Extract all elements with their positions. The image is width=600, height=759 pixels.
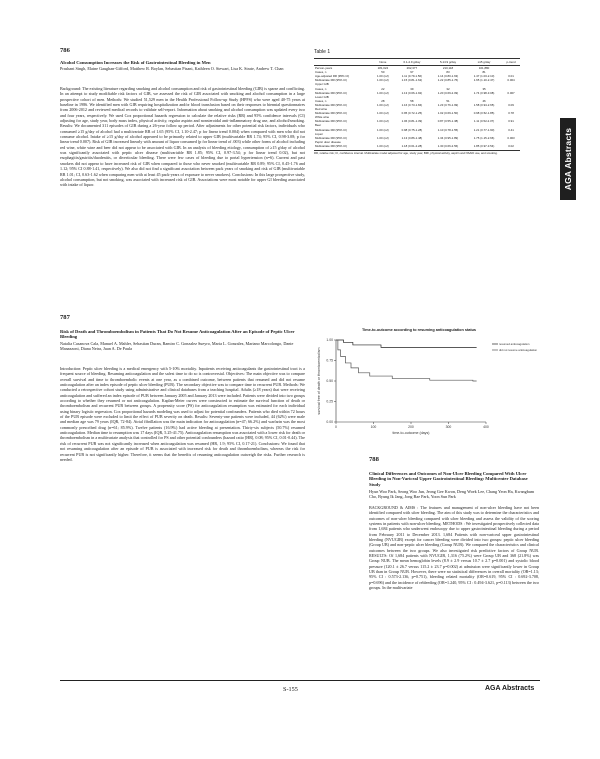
table-cell: 0.01 bbox=[508, 74, 514, 79]
table-cell: Cases, n bbox=[315, 70, 327, 75]
table-cell: 1.00 (ref) bbox=[377, 90, 389, 95]
table-cell: 51 bbox=[446, 98, 450, 103]
table-header-cell: None bbox=[372, 59, 394, 66]
table-row bbox=[314, 111, 520, 115]
table-cell: 1.06 (0.81-1.39) bbox=[401, 119, 423, 124]
table-cell: Multivariate RR (95% CI) bbox=[315, 119, 347, 124]
table-cell: Liquor bbox=[315, 131, 324, 136]
table-cell: White wine bbox=[315, 115, 330, 120]
table-header-cell bbox=[314, 59, 372, 66]
table-cell: 1.00 (ref) bbox=[377, 111, 389, 116]
abstract-787-title: Risk of Death and Thromboembolism in Patients That Do Not Resume Anticoagulation After an Episode of Peptic Ulcer Bleeding bbox=[60, 329, 295, 340]
y-tick-label: 1.00 bbox=[326, 338, 333, 343]
table-cell: 28 bbox=[381, 98, 385, 103]
table-cell: 32 bbox=[446, 86, 450, 91]
table-cell: Multivariate RR (95% CI) bbox=[315, 135, 347, 140]
table-cell: Cases, n bbox=[315, 98, 327, 103]
table-cell: 22 bbox=[381, 86, 385, 91]
table-header-cell: ≥15 g/day bbox=[466, 59, 502, 66]
table-cell: 83 bbox=[446, 70, 450, 75]
table-cell: 1.20 (0.69-2.09) bbox=[437, 90, 459, 95]
table-cell: Multivariate RR (95% CI) bbox=[315, 102, 347, 107]
x-tick-label: 0 bbox=[335, 425, 337, 429]
table-cell: 1.13 (0.86-1.48) bbox=[401, 135, 423, 140]
table-cell: 210,118 bbox=[442, 66, 454, 71]
y-tick-label: 0.00 bbox=[326, 420, 333, 425]
table-cell: 1.18 (0.61-2.28) bbox=[401, 143, 423, 148]
x-tick-label: 200 bbox=[408, 425, 414, 429]
table-cell: 0.004 bbox=[507, 78, 515, 83]
table-cell: 1.02 (0.69-1.50) bbox=[437, 111, 459, 116]
table-cell: 1.00 (ref) bbox=[377, 78, 389, 83]
chart-title: Time-to-outcome according to resuming anticoagulation status bbox=[361, 328, 477, 332]
table-cell: 1.22 (0.85-1.76) bbox=[437, 78, 459, 83]
table-1 bbox=[314, 58, 520, 308]
table-cell: 0.95 (0.72-1.25) bbox=[401, 111, 423, 116]
table-cell: 1.74 (0.98-3.08) bbox=[473, 90, 495, 95]
abstract-786-title: Alcohol Consumption Increases the Risk of Gastrointestinal Bleeding in Men bbox=[60, 60, 211, 65]
table-cell: Multivariate RR (95% CI) bbox=[315, 78, 347, 83]
table-cell: 1.14 (0.80-1.63) bbox=[437, 74, 459, 79]
abstract-787-authors: Natalia Casanova Cala, Manuel A. Mahler, Sebastian Duran, Ramiro C. Gonzalez Sueyro, Maria L. Gonzalez, Mariano Marcolongo, Dante Manazzoni, Diana Neira, Juan A. De Paula bbox=[60, 341, 294, 351]
side-tab-label: AGA Abstracts bbox=[563, 127, 573, 191]
table-row bbox=[314, 103, 520, 107]
table-header-cell: 5-14.9 g/day bbox=[430, 59, 466, 66]
table-row bbox=[314, 119, 520, 123]
table-cell: 0.87 (0.55-1.38) bbox=[437, 119, 459, 124]
legend-label: did not resume anticoagulation bbox=[499, 348, 538, 353]
table-cell: 262,377 bbox=[406, 66, 418, 71]
table-cell: 1.10 (0.78-1.55) bbox=[437, 127, 459, 132]
abstract-786-number: 786 bbox=[60, 47, 70, 54]
table-cell: 0.09 bbox=[508, 102, 514, 107]
km-curve-not-resumed bbox=[336, 340, 477, 381]
table-cell: 81 bbox=[482, 70, 486, 75]
y-tick-label: 0.75 bbox=[326, 358, 333, 363]
table-cell: 1.21 (0.77-1.90) bbox=[473, 127, 495, 132]
table-caption: Table 1 bbox=[314, 49, 331, 55]
table-cell: 1.15 (0.81-1.62) bbox=[401, 78, 423, 83]
table-cell: 1.00 (ref) bbox=[377, 119, 389, 124]
footer-rule bbox=[60, 680, 540, 681]
table-cell: 1.85 (0.97-3.54) bbox=[473, 143, 495, 148]
table-cell: Person-years bbox=[315, 66, 333, 71]
table-cell: 0.007 bbox=[507, 90, 515, 95]
table-cell: Cases, n bbox=[315, 86, 327, 91]
x-tick-label: 100 bbox=[370, 425, 377, 429]
table-cell: Red wine bbox=[315, 107, 328, 112]
abstract-788-body: BACKGROUND & AIMS : The features and management of non-ulcer bleeding have not been identified compared with ulcer bleeding. The aim of this study was to determine the characteristics and outcomes of non-ulcer bleeding compared with ulcer bleeding and assess the validity of the scoring systems in patients with non-ulcer bleeding. METHODS : We investigated prospectively collected data from 1,684 patients who underwent endoscopy due to upper gastrointestinal bleeding during a period from February 2011 to December 2013. 1,684 Patients with non-variceal upper gastrointestinal bleeding (NVUGIB) except for cancer bleeding were divided into two groups: peptic ulcer bleeding (Group UB) and non-peptic ulcer bleeding (Group NUB). We compared the characteristics and clinical outcomes between the two groups. We also investigated risk predictive factors of Group NUB. RESULTS: Of 1,684 patients with NVUGIB, 1,316 (75.2%) were Group UB and 368 (21.8%) was Group NUB. The mean hemoglobin levels (8.9 ± 2.9 versus 10.7 ± 2.7 p=0.001) and systolic blood pressure (120.1 ± 26.7 versus 115.2 ± 23.7 p=0.002) at admission were significantly lower in Group UB than in Group NUB. However, there were no statistical differences in overall mortality (OR=1.13; 95% CI : 0.573-2.136, p=0.751), bleeding related mortality (OR=0.619, 95% CI : 0.692-3.708, p=0.696) and the incidence of rebleeding (OR=1.240, 95% CI : 0.494-3.621, p=0.113) between the two groups. In the multivariate bbox=[369, 505, 539, 591]
table-cell: Multivariate RR (95% CI) bbox=[315, 90, 347, 95]
section-side-tab bbox=[560, 118, 576, 200]
table-cell: 1.13 (0.66-1.92) bbox=[401, 90, 423, 95]
table-cell: 0.91 bbox=[508, 119, 514, 124]
legend-label: resumed anticoagulation bbox=[499, 342, 530, 347]
table-cell: 46 bbox=[482, 98, 486, 103]
table-cell: 0.02 bbox=[508, 143, 514, 148]
table-cell: 35 bbox=[482, 86, 486, 91]
table-cell: 0.98 (0.75-1.28) bbox=[401, 127, 423, 132]
table-cell: 39 bbox=[410, 86, 414, 91]
table-cell: Upper GIB bbox=[315, 82, 329, 87]
km-chart bbox=[314, 328, 538, 448]
table-cell: 1.11 (0.52-2.37) bbox=[473, 119, 495, 124]
table-row bbox=[314, 128, 520, 132]
x-tick-label: 300 bbox=[445, 425, 452, 429]
abstract-787-number: 787 bbox=[60, 314, 70, 321]
y-axis-label: survival free of death or thromboembolism bbox=[317, 347, 321, 415]
table-cell: 0.98 (0.52-1.85) bbox=[473, 111, 495, 116]
abstract-788-authors: Hyun Woo Park, Seong Woo Jun, Jeong Gee Kwon, Deng Woek Lee, Chang Yeon Ha, Kwangbum Cho, Byung Ik Jang, Jong Bae Park, Yoon Sun Park bbox=[369, 489, 535, 499]
table-cell: 1.00 (ref) bbox=[377, 74, 389, 79]
table-cell: Multivariate RR (95% CI) bbox=[315, 143, 347, 148]
table-cell: 1.00 (ref) bbox=[377, 127, 389, 132]
table-cell: 181,024 bbox=[377, 66, 389, 71]
table-cell: Multivariate RR (95% CI) bbox=[315, 127, 347, 132]
table-row bbox=[314, 136, 520, 140]
abstract-788-title: Clinical Differences and Outcomes of Non-Ulcer Bleeding Compared With Ulcer Bleeding in Non-Variceal Upper Gastrointestinal Bleeding: Multicenter Database Study bbox=[369, 471, 528, 487]
table-cell: 1.34 (0.95-1.89) bbox=[437, 135, 459, 140]
abstract-786-authors: Prashant Singh, Elaine Gaughan-Gifford, Matthew R. Boylan, Sebastian Pisani, Kathleen O. Stewart, Lisa K. Strate, Andrew T. Chan bbox=[60, 66, 284, 71]
table-cell: 0.78 bbox=[508, 111, 514, 116]
abstract-788-number: 788 bbox=[369, 456, 379, 463]
table-row bbox=[314, 91, 520, 95]
table-cell: Multivariate RR (95% CI) bbox=[315, 111, 347, 116]
table-cell: 1.75 (1.15-2.66) bbox=[473, 135, 495, 140]
table-row bbox=[314, 144, 520, 148]
table-footnote: RR, relative risk; CI, confidence interval. Multivariate model adjusted for age, study year, BMI, physical activity, aspirin and NSAID use, and smoking. bbox=[314, 150, 520, 156]
table-header-cell: 0.1-4.9 g/day bbox=[394, 59, 430, 66]
table-cell: 1.23 (0.76-1.99) bbox=[437, 102, 459, 107]
y-tick-label: 0.25 bbox=[326, 399, 333, 404]
y-tick-label: 0.50 bbox=[326, 379, 333, 384]
table-cell: Beer bbox=[315, 123, 322, 128]
table-cell: 0.003 bbox=[507, 135, 515, 140]
table-cell: 0.41 bbox=[508, 127, 514, 132]
table-cell: 1.47 (1.03-2.10) bbox=[473, 74, 495, 79]
table-cell: 1.00 (ref) bbox=[377, 143, 389, 148]
table-cell: 1.65 (1.10-2.47) bbox=[473, 78, 495, 83]
table-cell: 1.00 (ref) bbox=[377, 102, 389, 107]
table-row bbox=[314, 78, 520, 82]
table-cell: Peptic ulcer disease bbox=[315, 139, 341, 144]
abstract-786-body: Background: The existing literature regarding smoking and alcohol consumption and risk of gastrointestinal bleeding (GIB) is sparse and conflicting. In an attempt to study modifiable risk factors of GIB, we assessed the risk of GIB associated with smoking and alcohol consumption in a large prospective cohort of men. Methods: We studied 51,529 men in the Health Professional Follow-up Study (HPFS) who were aged 40-75 years at baseline in 1986. We identified men with GIB requiring hospitalization and/or blood transfusion based on their responses to biennial questionnaires from 2006-2012 and reviewed medical records to validate self-report. Information about smoking and alcohol consumption was updated every two and four years, respectively. We used Cox proportional hazards regression to calculate the relative risks (RR) and 95% confidence intervals (CI) adjusting for age, study year, body mass index, physical activity, regular aspirin and nonsteroidal anti-inflammatory drug use, and alcohol/smoking. Results: We documented 311 episodes of GIB during a 26-year follow up period. After adjustments for other potential risk factors, individuals who consumed ≥15 g/day of alcohol had a multivariate RR of 1.65 (95% CI, 1.10-2.47; p for linear trend 0.004) when compared with men who did not consume alcohol. Intake of ≥15 g/day of alcohol appeared to be primarily related to upper GIB (multivariable RR 1.74; 95% CI, 0.98-3.08; p for linear trend 0.007). Risk of GIB increased linearly with amount of liquor consumed (p for linear trend of .003) while other forms of alcohol including red wine, white wine and beer did not appear to be associated with GIB. In an analysis of bleeding etiology, consumption of ≥15 g/day of alcohol was significantly associated with peptic ulcer disease (multivariable RR 1.85; 95% CI, 0.97-3.54; p for linear trend 0.02), but not esophagitis/gastritis/duodenitis, or diverticular bleeding. There were few cases of bleeding due to portal hypertension (n=6). Current and past smokers did not appear to have increased risk of GIB when compared to those who never smoked (multivariable RR 0.89; 95% CI, 0.45-1.76 and 1.12; 95% CI 0.88-1.41, respectively). We also did not find a significant association between pack years of smoking and risk of GIB (multivariable RR 1.01; CI, 0.63-1.62 when comparing men with at least 45 pack-years of exposure to never smokers). Conclusions: In this large prospective study, alcohol consumption, but not smoking, was associated with increased risk of GIB. Associations were most notable for upper GI bleeding associated with intake of liquor. bbox=[60, 86, 305, 188]
page-number: S-155 bbox=[283, 686, 298, 693]
table-cell: 58 bbox=[410, 98, 414, 103]
table-cell: Lower GIB bbox=[315, 94, 329, 99]
x-axis-label: time-to-outcome (days) bbox=[392, 431, 430, 435]
table-cell: 1.30 (0.66-2.56) bbox=[437, 143, 459, 148]
table-cell: 1.11 (0.79-1.56) bbox=[401, 74, 423, 79]
table-cell: 50 bbox=[381, 70, 385, 75]
table-cell: 1.16 (0.73-1.84) bbox=[401, 102, 423, 107]
chart-svg bbox=[314, 334, 538, 446]
abstract-787-body: Introduction: Peptic ulcer bleeding is a medical emergency with 5-10% mortality. Inpatients receiving anticoagulants the gastrointestinal tract is a frequent source of bleeding. Resuming anticoagulation and the safest time to do so is controversial. Objectives: The main objective was to compare overall survival and time to thromboembolic events at one year, as a combined outcome, between patients that resumed and did not resume anticoagulation after an index episode of peptic ulcer bleeding (PUB). The secondary objective was to compare time to recurrent PUB. Methods: We conducted a retrospective cohort study using administrative and clinical databases from a teaching hospital. Adults (≥18 years) that were receiving anticoagulation and suffered an index episode of PUB between January 2005 and January 2013 were included. Patients were divided into two groups according to whether they resumed or not anticoagulation. Kaplan-Meier curves were constructed to estimate the survival function of death or thromboembolism and recurrent PUB between groups. A propensity score (PS) for anticoagulation resumption was estimated for each individual using binary logistic regression. Cox proportional hazards modeling was used to adjust for potential confounders. Patients who died within 72 hours of the PUB episode were excluded to limit the effect of PUB severity on death. Results: Seventy-one patients were included, 44 (62%) were male and median age was 79 years (IQR, 72-84). Atrial fibrillation was the main indication for anticoagulation (n=47; 66.2%) and warfarin was the most commonly prescribed drug (n=61; 85.9%). Twelve patients (16.9%) had active bleeding at presentation. Thirty-six subjects (50.7%) resumed anticoagulation. Median time to resumption was 17 days (IQR, 5.25-41.75). Anticoagulation resumption was associated with a lower risk for death or thromboembolism in a multivariate analysis that controlled for PS and other potential confounders (hazard ratio [HR], 0.08; 95% CI, 0.01-0.44). The risk of recurrent PUB was not significantly increased when anticoagulation was resumed (HR, 1.9; 95% CI, 0.17-21). Conclusions: We found that not resuming anticoagulation after an episode of PUB is associated with increased risk for death and thromboembolism, whereas the risk for recurrent PUB is not significantly higher. Therefore, it seems that the benefits of resuming anticoagulation outweigh the risks. Further research is needed. bbox=[60, 366, 306, 462]
table-cell: 1.00 (ref) bbox=[377, 135, 389, 140]
table-cell: 1.58 (0.94-2.65) bbox=[473, 102, 495, 107]
table-header-cell: p-trend bbox=[502, 59, 520, 66]
km-curve-resumed bbox=[336, 340, 477, 347]
footer-journal: AGA Abstracts bbox=[485, 685, 535, 692]
table-cell: 97 bbox=[410, 70, 414, 75]
table-cell: Age-adjusted RR (95% CI) bbox=[315, 74, 350, 79]
x-tick-label: 400 bbox=[483, 425, 489, 429]
table-cell: 161,880 bbox=[478, 66, 490, 71]
